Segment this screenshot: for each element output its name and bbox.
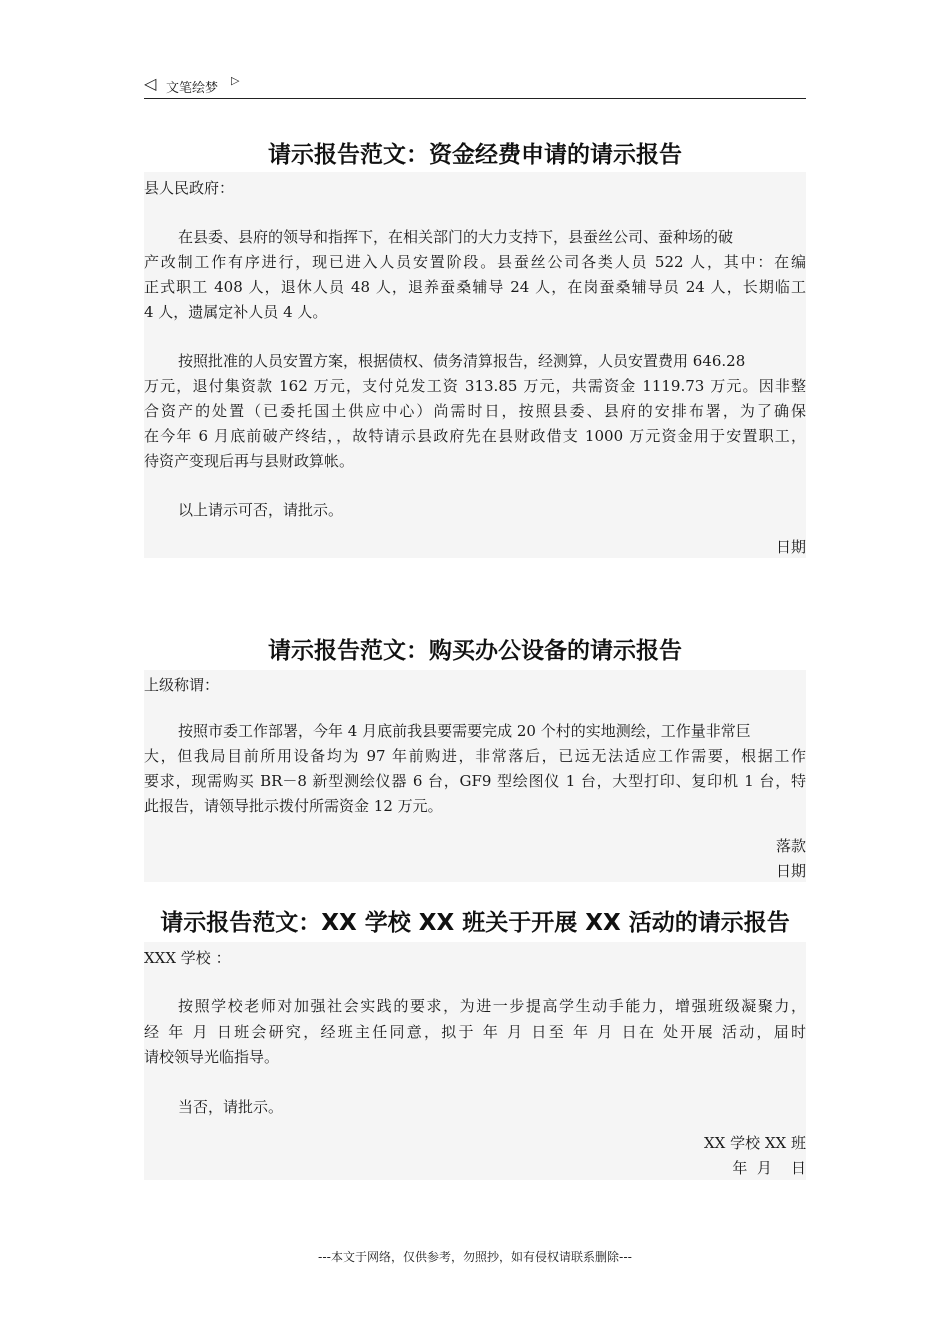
doc1-p1-line: 4 人，遗属定补人员 4 人。: [144, 303, 328, 321]
left-triangle-icon: ◁: [144, 74, 157, 93]
right-triangle-icon: ▷: [231, 74, 240, 87]
doc1-p1-line: 正式职工 408 人，退休人员 48 人，退养蚕桑辅导 24 人，在岗蚕桑辅导员 24 人，长期临工: [144, 278, 806, 296]
doc2-salutation: 上级称谓：: [144, 676, 220, 694]
doc1-p2-line: 在今年 6 月底前破产终结，，故特请示县政府先在县财政借支 1000 万元资金用于安置职工，: [144, 427, 806, 445]
doc3-closing: 当否，请批示。: [178, 1098, 284, 1116]
doc1-closing: 以上请示可否，请批示。: [178, 501, 344, 519]
doc1-p1-line: 产改制工作有序进行，现已进入人员安置阶段。县蚕丝公司各类人员 522 人，其中：在编: [144, 253, 806, 271]
doc3-salutation: XXX 学校 ：: [144, 949, 231, 967]
doc3-signature: XX 学校 XX 班: [703, 1134, 806, 1152]
doc1-date: 日期: [775, 538, 806, 556]
doc2-p1-line: 大，但我局目前所用设备均为 97 年前购进，非常落后，已远无法适应工作需要，根据工作: [144, 747, 806, 765]
doc2-body: [144, 670, 806, 882]
doc3-p1-line: 按照学校老师对加强社会实践的要求，为进一步提高学生动手能力，增强班级凝聚力，: [178, 997, 806, 1015]
doc2-title: 请示报告范文：购买办公设备的请示报告: [268, 638, 682, 664]
doc2-signature: 落款: [775, 837, 806, 855]
doc3-p1-line: 请校领导光临指导。: [144, 1048, 280, 1066]
doc1-p1-line: 在县委、县府的领导和指挥下，在相关部门的大力支持下，县蚕丝公司、蚕种场的破: [178, 228, 734, 246]
doc2-p1-line: 要求，现需购买 BR－8 新型测绘仪器 6 台，GF9 型绘图仪 1 台，大型打印、复印机 1 台，特: [144, 772, 806, 790]
doc2-date: 日期: [775, 862, 806, 880]
doc1-salutation: 县人民政府：: [144, 179, 235, 197]
doc1-p2-line: 按照批准的人员安置方案，根据债权、债务清算报告，经测算，人员安置费用 646.28: [178, 352, 746, 370]
doc1-p2-line: 合资产的处置（已委托国土供应中心）尚需时日，按照县委、县府的安排布署，为了确保: [144, 402, 806, 420]
doc2-p1-line: 此报告，请领导批示拨付所需资金 12 万元。: [144, 797, 443, 815]
brand-name: 文笔绘梦: [166, 81, 219, 96]
doc1-body: [144, 172, 806, 558]
page-header: [144, 74, 806, 99]
doc2-p1-line: 按照市委工作部署，今年 4 月底前我县要需要完成 20 个村的实地测绘，工作量非常巨: [178, 722, 751, 740]
doc1-title: 请示报告范文：资金经费申请的请示报告: [268, 142, 682, 168]
doc1-p2-line: 万元，退付集资款 162 万元，支付兑发工资 313.85 万元，共需资金 1119.73 万元。因非整: [144, 377, 806, 395]
page-footer: ---本文于网络，仅供参考，勿照抄，如有侵权请联系删除---: [318, 1250, 632, 1264]
doc3-p1-line: 经 年 月 日班会研究，经班主任同意，拟于 年 月 日至 年 月 日在 处开展 活动，届时: [144, 1023, 806, 1041]
doc3-body: [144, 942, 806, 1180]
doc1-p2-line: 待资产变现后再与县财政算帐。: [144, 452, 355, 470]
doc3-title: 请示报告范文：XX 学校 XX 班关于开展 XX 活动的请示报告: [160, 910, 790, 936]
doc3-date: 年 月 日: [732, 1159, 806, 1177]
